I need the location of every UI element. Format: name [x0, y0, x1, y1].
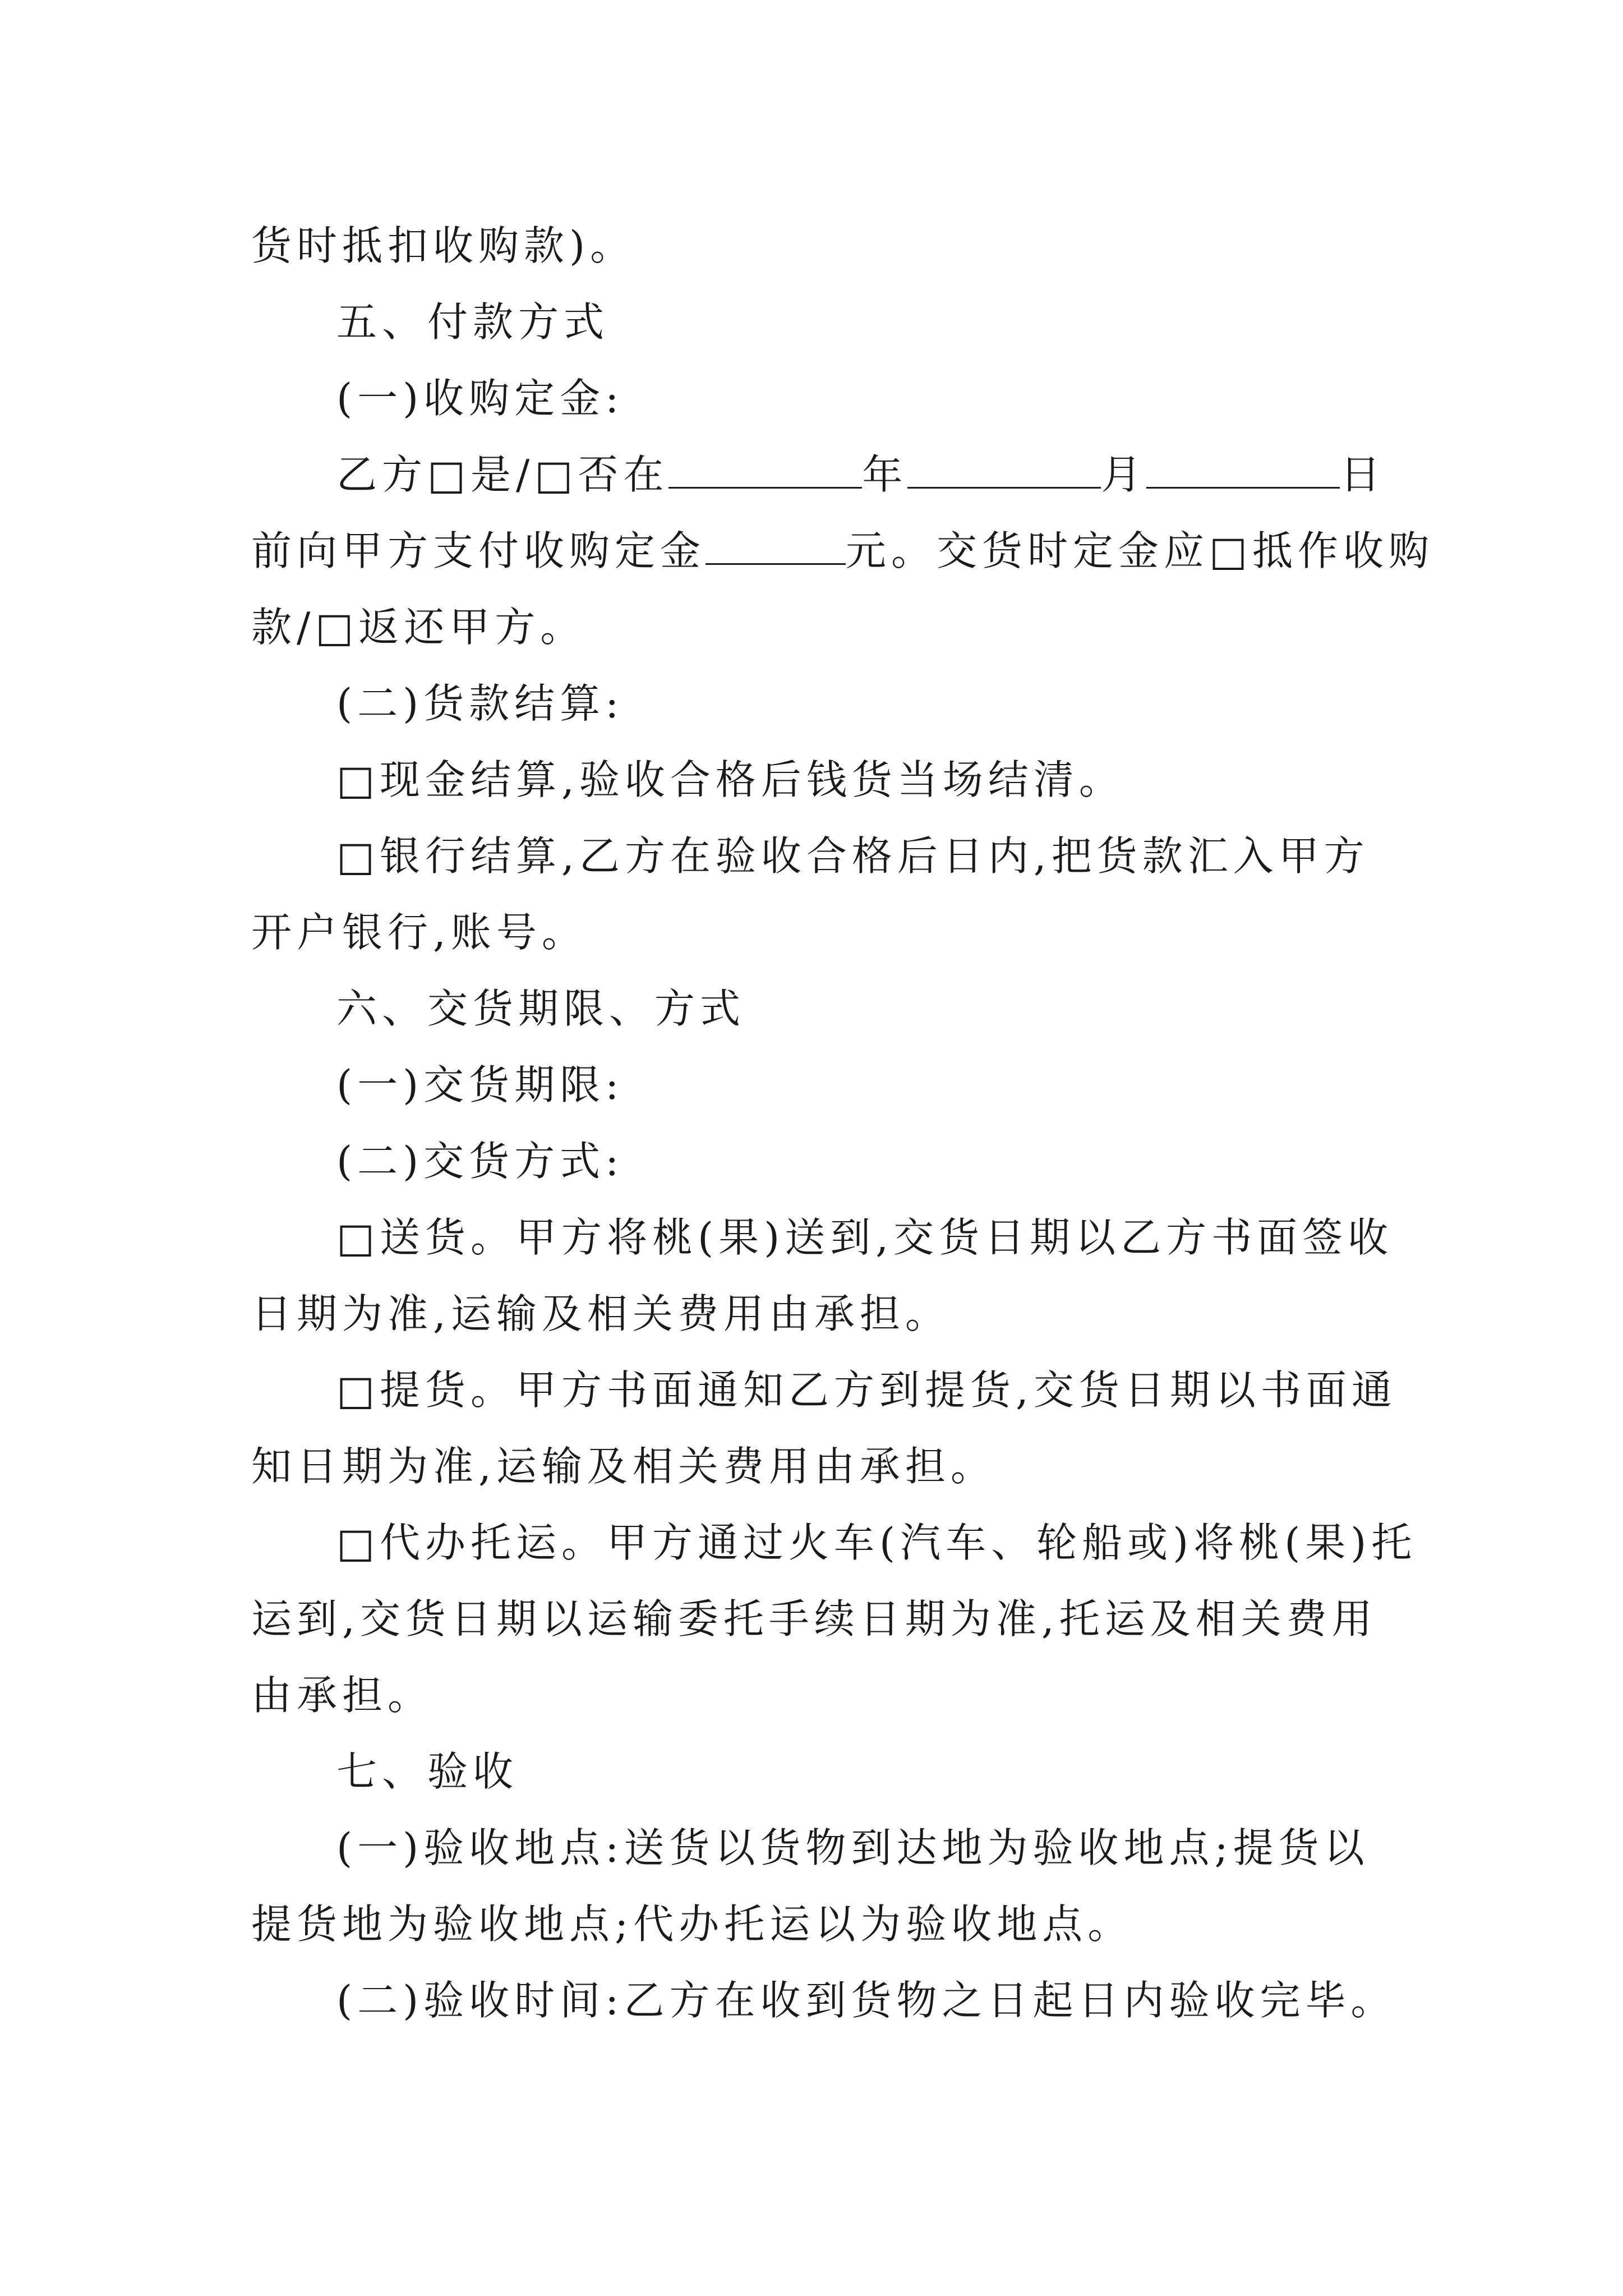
option-bank-settlement: □银行结算,乙方在验收合格后日内,把货款汇入甲方 — [336, 832, 1370, 880]
section-heading-delivery: 六、交货期限、方式 — [336, 985, 746, 1032]
year-blank — [668, 442, 862, 489]
text-fragment: 年 — [862, 451, 908, 498]
section-heading-payment: 五、付款方式 — [336, 298, 610, 346]
amount-blank — [706, 518, 846, 565]
subheading-settlement: (二)货款结算: — [336, 680, 624, 727]
option-consignment: □代办托运。甲方通过火车(汽车、轮船或)将桃(果)托 — [336, 1519, 1417, 1566]
text-fragment: 前向甲方支付收购定金 — [251, 527, 706, 574]
text-fragment: 月 — [1101, 451, 1147, 498]
text-line: 款/□返还甲方。 — [251, 604, 586, 651]
section-heading-inspection: 七、验收 — [336, 1748, 519, 1795]
text-line: 运到,交货日期以运输委托手续日期为准,托运及相关费用 — [251, 1595, 1377, 1642]
text-fragment: 乙方□是/□否在 — [336, 451, 669, 498]
deposit-date-line — [251, 442, 1390, 518]
text-fragment: 日 — [1340, 451, 1386, 498]
subheading-deposit: (一)收购定金: — [336, 375, 624, 422]
subheading-inspection-time: (二)验收时间:乙方在收到货物之日起日内验收完毕。 — [336, 1977, 1396, 2024]
option-delivery: □送货。甲方将桃(果)送到,交货日期以乙方书面签收 — [336, 1214, 1394, 1261]
document-page — [251, 213, 1435, 2044]
deposit-amount-line — [251, 518, 1435, 595]
text-fragment: 元。交货时定金应□抵作收购 — [846, 527, 1435, 574]
text-line: 由承担。 — [251, 1672, 434, 1719]
day-blank — [1146, 442, 1340, 489]
text-line: 开户银行,账号。 — [251, 909, 587, 956]
subheading-delivery-term: (一)交货期限: — [336, 1061, 624, 1108]
text-line: 货时抵扣收购款)。 — [251, 222, 636, 269]
month-blank — [907, 442, 1101, 489]
option-cash-settlement: □现金结算,验收合格后钱货当场结清。 — [336, 756, 1124, 803]
subheading-inspection-place: (一)验收地点:送货以货物到达地为验收地点;提货以 — [336, 1824, 1370, 1871]
text-line: 提货地为验收地点;代办托运以为验收地点。 — [251, 1901, 1133, 1948]
option-pickup: □提货。甲方书面通知乙方到提货,交货日期以书面通 — [336, 1366, 1397, 1414]
text-line: 知日期为准,运输及相关费用由承担。 — [251, 1443, 996, 1490]
subheading-delivery-method: (二)交货方式: — [336, 1138, 624, 1185]
text-line: 日期为准,运输及相关费用由承担。 — [251, 1290, 951, 1337]
